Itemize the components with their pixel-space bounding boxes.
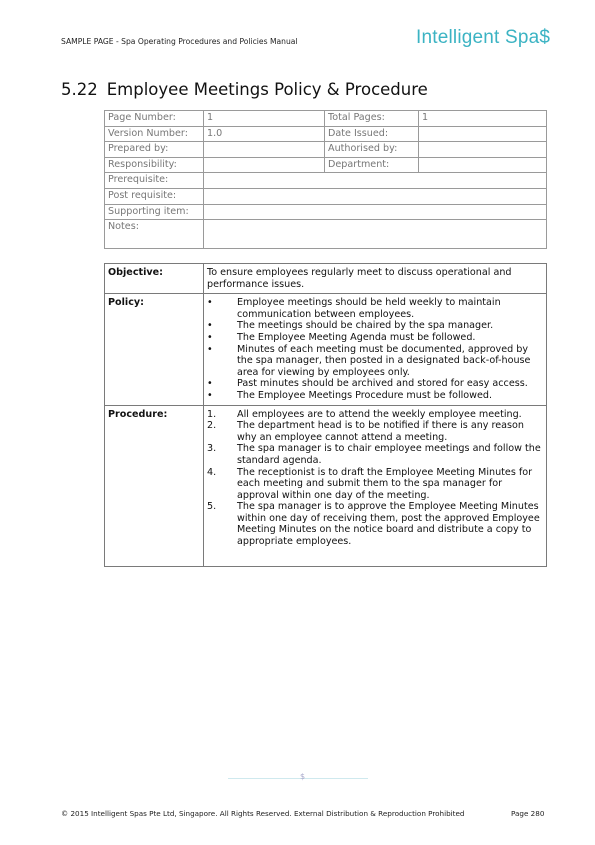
procedure-list-item	[207, 420, 543, 443]
prerequisite-label: Prerequisite:	[105, 173, 204, 189]
procedure-list-item	[207, 443, 543, 466]
page-number-label: Page Number:	[105, 111, 204, 127]
policy-list-item	[207, 297, 543, 320]
step-number: 2.	[207, 420, 217, 432]
table-row	[105, 294, 547, 405]
procedure-list	[207, 409, 543, 548]
section-number: 5.22	[61, 80, 98, 99]
table-row	[105, 126, 547, 142]
step-number: 3.	[207, 443, 217, 455]
policy-list-item	[207, 332, 543, 344]
date-issued-label: Date Issued:	[325, 126, 419, 142]
version-label: Version Number:	[105, 126, 204, 142]
bullet-icon: •	[207, 331, 213, 343]
policy-item-text: The Employee Meetings Procedure must be followed.	[237, 389, 493, 401]
authorised-by-label: Authorised by:	[325, 142, 419, 158]
policy-list-item	[207, 378, 543, 390]
policy-item-text: The meetings should be chaired by the spa manager.	[237, 320, 494, 332]
post-requisite-value	[204, 188, 547, 204]
supporting-item-value	[204, 204, 547, 220]
version-value: 1.0	[204, 126, 325, 142]
department-label: Department:	[325, 157, 419, 173]
responsibility-value	[204, 157, 325, 173]
page-title	[61, 80, 428, 99]
procedure-label: Procedure:	[105, 405, 204, 566]
procedure-item-text: The receptionist is to draft the Employee Meeting Minutes for each meeting and submit them to the spa manager for approval within one day of the meeting.	[237, 466, 533, 501]
section-title: Employee Meetings Policy & Procedure	[106, 80, 428, 99]
procedure-item-text: All employees are to attend the weekly employee meeting.	[237, 408, 522, 420]
table-row	[105, 204, 547, 220]
procedure-list-item	[207, 409, 543, 421]
policy-list-item	[207, 320, 543, 332]
procedure-list-item	[207, 467, 543, 502]
table-row	[105, 405, 547, 566]
table-row	[105, 173, 547, 189]
policy-list-item	[207, 344, 543, 379]
header-text: SAMPLE PAGE - Spa Operating Procedures and Policies Manual	[61, 37, 298, 46]
policy-list-item	[207, 390, 543, 402]
table-row	[105, 220, 547, 249]
bullet-icon: •	[207, 297, 213, 309]
policy-label: Policy:	[105, 294, 204, 405]
table-row	[105, 264, 547, 294]
policy-item-text: The Employee Meeting Agenda must be followed.	[237, 331, 476, 343]
table-row	[105, 111, 547, 127]
date-issued-value	[419, 126, 547, 142]
procedure-cell	[204, 405, 547, 566]
objective-label: Objective:	[105, 264, 204, 294]
objective-text: To ensure employees regularly meet to discuss operational and performance issues.	[204, 264, 547, 294]
bullet-icon: •	[207, 389, 213, 401]
policy-item-text: Minutes of each meeting must be documented, approved by the spa manager, then posted in a designated back-of-house area for viewing by employees only.	[237, 343, 531, 378]
intelligent-spas-logo: Intelligent Spa$	[416, 27, 551, 48]
page-number: Page 280	[511, 809, 545, 818]
footer-divider	[228, 778, 368, 779]
step-number: 5.	[207, 501, 217, 513]
responsibility-label: Responsibility:	[105, 157, 204, 173]
supporting-item-label: Supporting item:	[105, 204, 204, 220]
prerequisite-value	[204, 173, 547, 189]
total-pages-value: 1	[419, 111, 547, 127]
policy-item-text: Employee meetings should be held weekly to maintain communication between employees.	[237, 297, 501, 320]
divider-logo-mark: $	[300, 772, 306, 781]
procedure-item-text: The spa manager is to chair employee meetings and follow the standard agenda.	[237, 443, 541, 466]
procedure-item-text: The department head is to be notified if there is any reason why an employee cannot attend a meeting.	[237, 420, 524, 443]
policy-item-text: Past minutes should be archived and stored for easy access.	[237, 378, 528, 390]
page-number-value: 1	[204, 111, 325, 127]
step-number: 1.	[207, 408, 217, 420]
procedure-list-item	[207, 501, 543, 547]
notes-label: Notes:	[105, 220, 204, 249]
table-row	[105, 157, 547, 173]
document-info-table	[104, 110, 547, 249]
copyright-text: © 2015 Intelligent Spas Pte Ltd, Singapore. All Rights Reserved. External Distribution & Reproduction Prohibited	[61, 809, 465, 818]
total-pages-label: Total Pages:	[325, 111, 419, 127]
policy-list	[207, 297, 543, 401]
post-requisite-label: Post requisite:	[105, 188, 204, 204]
step-number: 4.	[207, 466, 217, 478]
policy-cell	[204, 294, 547, 405]
procedure-item-text: The spa manager is to approve the Employee Meeting Minutes within one day of receiving them, post the approved Employee Meeting Minutes on the notice board and distribute a copy to appropriate employees.	[237, 501, 540, 548]
table-row	[105, 188, 547, 204]
bullet-icon: •	[207, 343, 213, 355]
prepared-by-label: Prepared by:	[105, 142, 204, 158]
notes-value	[204, 220, 547, 249]
authorised-by-value	[419, 142, 547, 158]
prepared-by-value	[204, 142, 325, 158]
bullet-icon: •	[207, 320, 213, 332]
table-row	[105, 142, 547, 158]
department-value	[419, 157, 547, 173]
policy-procedure-table	[104, 263, 547, 567]
bullet-icon: •	[207, 378, 213, 390]
